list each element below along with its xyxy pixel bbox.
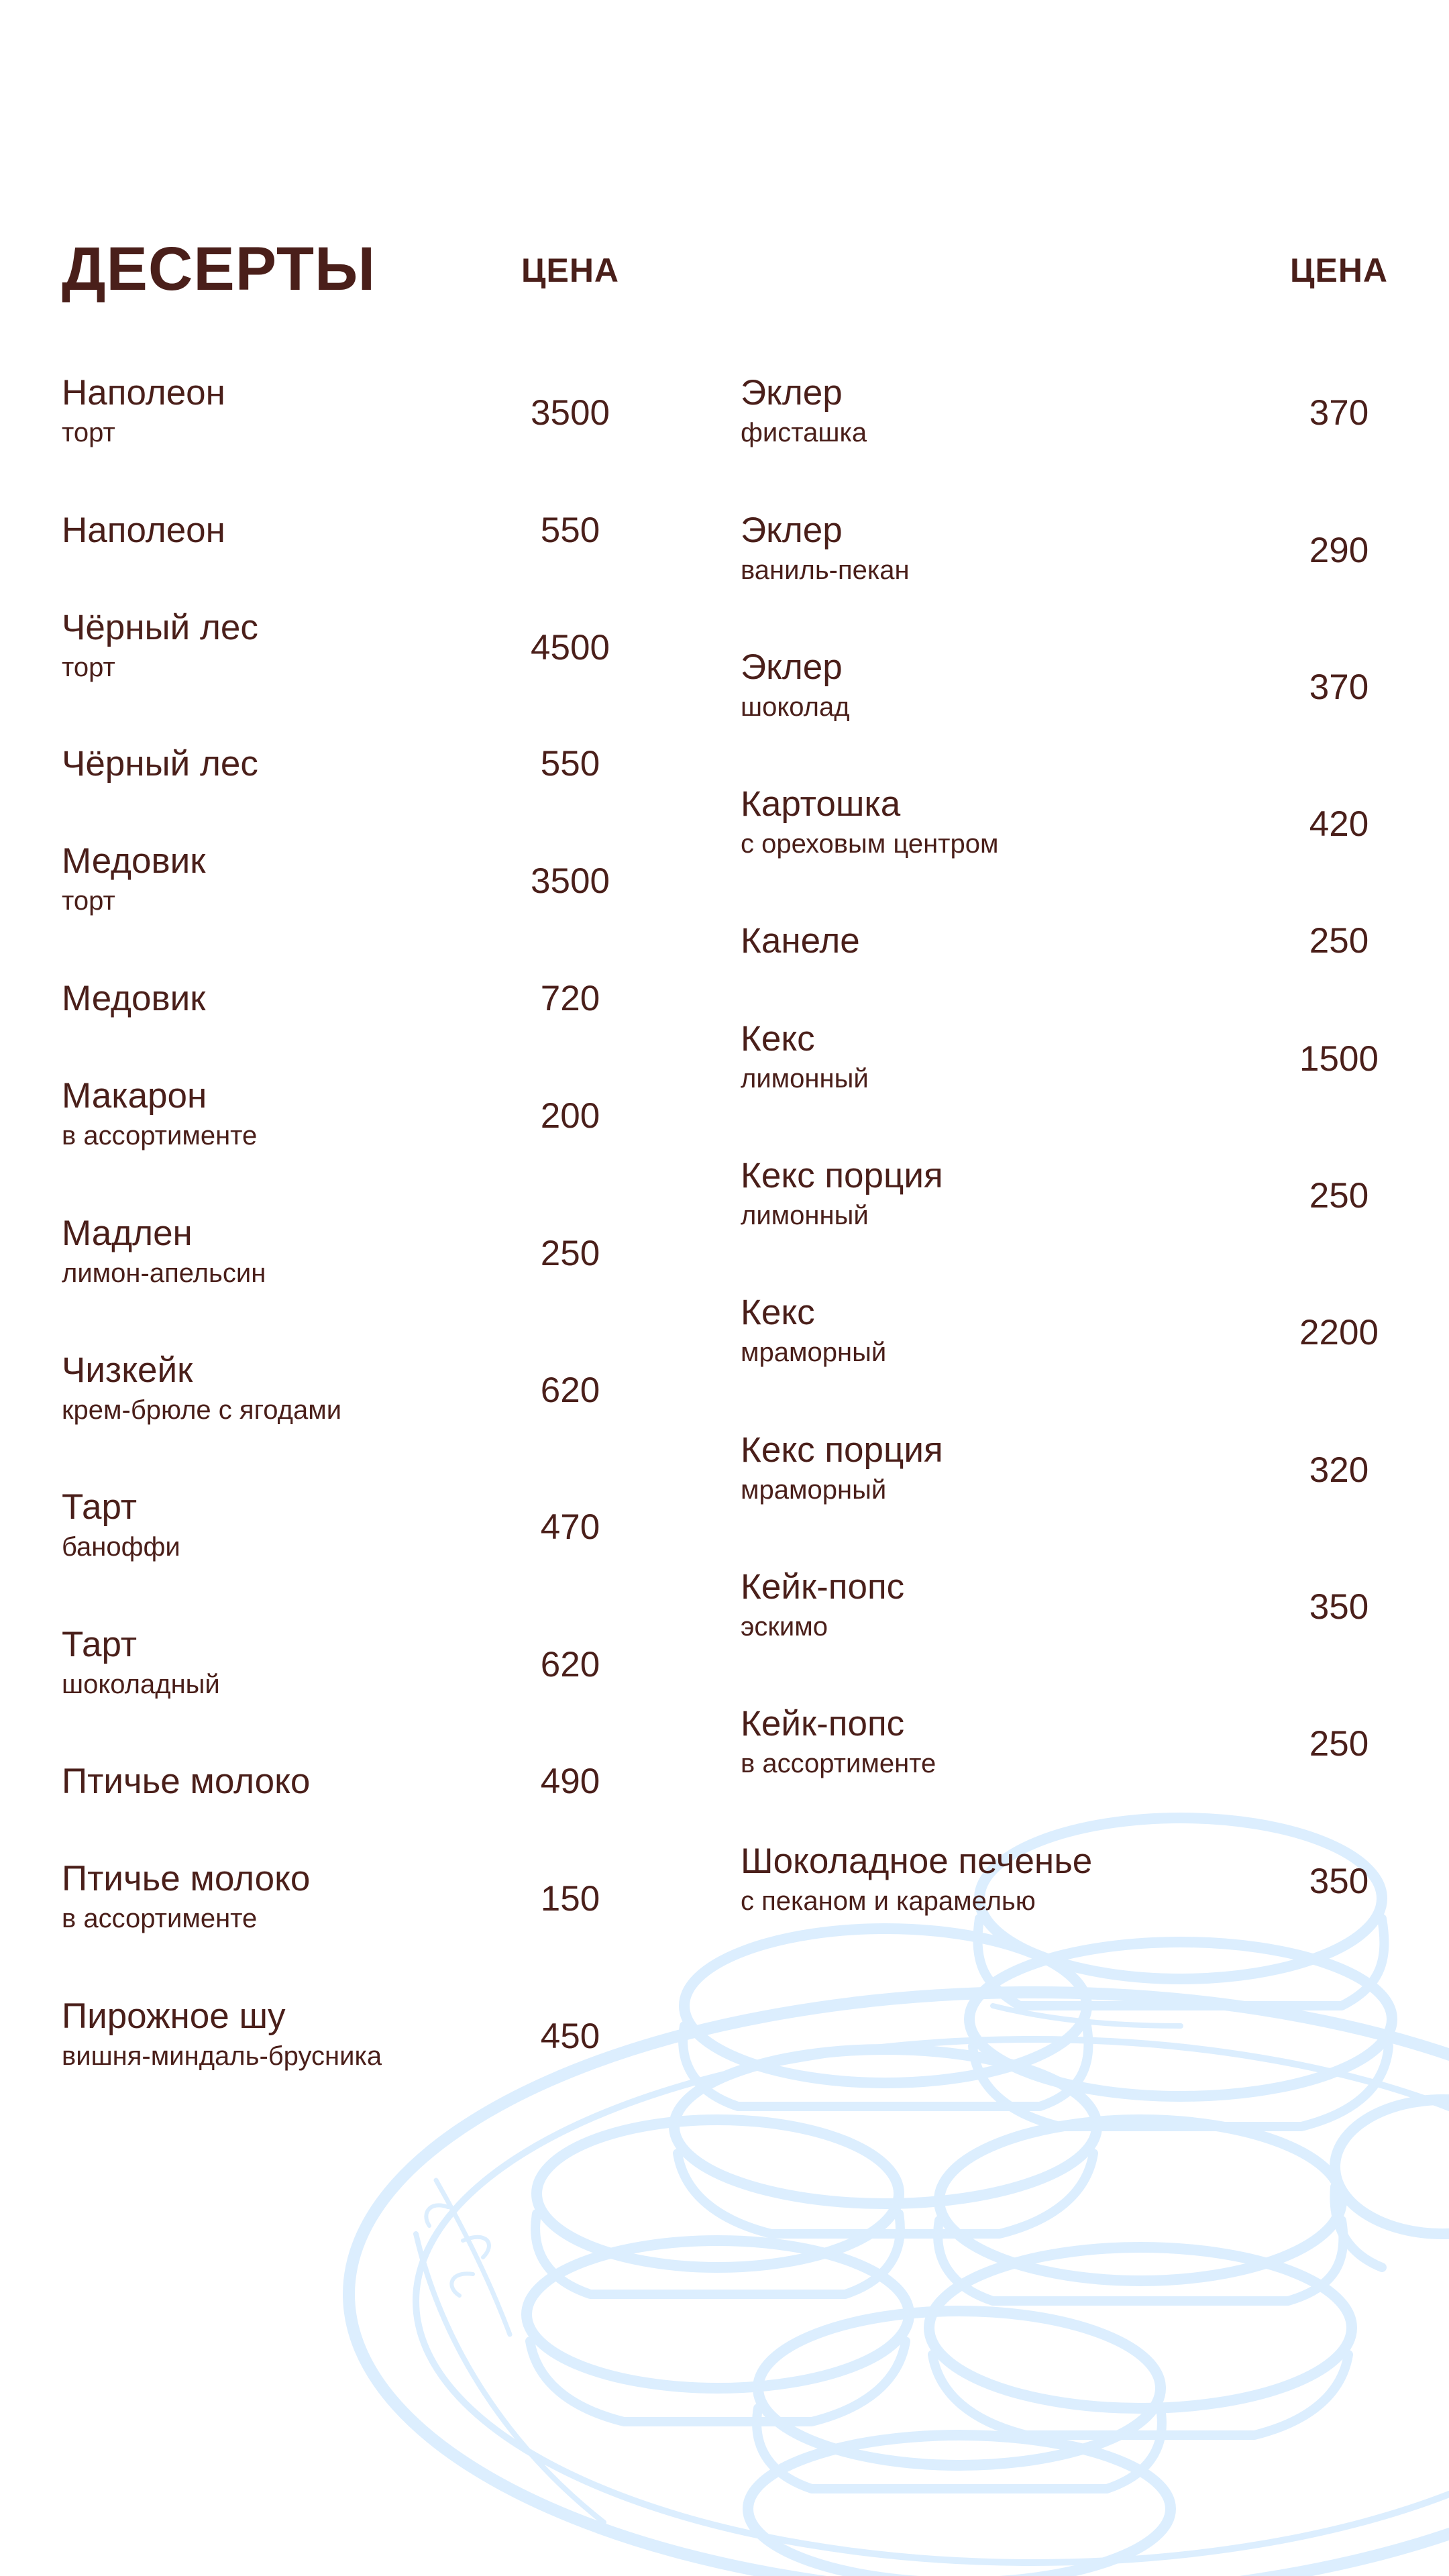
menu-item xyxy=(62,1624,625,1725)
item-name: Чизкейк xyxy=(62,1350,193,1390)
item-price: 200 xyxy=(540,1096,600,1136)
item-price: 250 xyxy=(1309,921,1369,961)
item-price: 420 xyxy=(1309,804,1369,844)
item-description: шоколад xyxy=(741,692,850,722)
item-name: Пирожное шу xyxy=(62,1996,286,2036)
item-name: Эклер xyxy=(741,647,843,687)
menu-title: ДЕСЕРТЫ xyxy=(62,235,376,303)
item-name: Кекс xyxy=(741,1019,815,1059)
menu-item xyxy=(741,784,1411,884)
menu-item xyxy=(62,1213,625,1313)
menu-item xyxy=(62,1761,625,1862)
item-price: 490 xyxy=(540,1762,600,1801)
menu-item xyxy=(741,1841,1411,1941)
item-price: 290 xyxy=(1309,531,1369,570)
item-name: Кейк-попс xyxy=(741,1704,905,1743)
item-price: 3500 xyxy=(531,861,610,901)
item-price: 2200 xyxy=(1299,1313,1379,1352)
item-price: 470 xyxy=(540,1507,600,1547)
item-description: мраморный xyxy=(741,1338,887,1367)
item-price: 550 xyxy=(540,511,600,550)
menu-item xyxy=(62,743,625,844)
item-name: Чёрный лес xyxy=(62,744,258,784)
menu-item xyxy=(741,1292,1411,1393)
item-description: мраморный xyxy=(741,1475,887,1505)
item-description: ваниль-пекан xyxy=(741,555,910,585)
item-price: 620 xyxy=(540,1645,600,1684)
menu-item xyxy=(62,1858,625,1959)
item-name: Медовик xyxy=(62,979,206,1018)
menu-item xyxy=(62,510,625,610)
item-description: торт xyxy=(62,418,115,447)
item-name: Мадлен xyxy=(62,1214,193,1253)
item-description: фисташка xyxy=(741,418,867,447)
item-name: Птичье молоко xyxy=(62,1859,311,1898)
item-name: Шоколадное печенье xyxy=(741,1841,1093,1881)
menu-item xyxy=(741,1566,1411,1667)
item-name: Птичье молоко xyxy=(62,1762,311,1801)
menu-item xyxy=(741,647,1411,747)
item-price: 250 xyxy=(540,1234,600,1273)
menu-item xyxy=(62,607,625,708)
item-description: вишня-миндаль-брусника xyxy=(62,2041,382,2071)
item-description: в ассортименте xyxy=(62,1121,258,1150)
item-price: 550 xyxy=(540,744,600,784)
item-description: с ореховым центром xyxy=(741,829,999,859)
item-name: Наполеон xyxy=(62,373,225,413)
menu-item xyxy=(62,1996,625,2096)
item-name: Эклер xyxy=(741,511,843,550)
item-price: 350 xyxy=(1309,1862,1369,1901)
item-description: баноффи xyxy=(62,1532,180,1562)
item-name: Тарт xyxy=(62,1625,138,1664)
item-price: 370 xyxy=(1309,393,1369,433)
item-description: крем-брюле с ягодами xyxy=(62,1395,342,1425)
menu-item xyxy=(741,1155,1411,1256)
price-column-header-right: ЦЕНА xyxy=(1289,252,1389,289)
item-name: Кейк-попс xyxy=(741,1567,905,1607)
item-name: Кекс порция xyxy=(741,1156,943,1195)
menu-item xyxy=(741,372,1411,473)
item-description: в ассортименте xyxy=(62,1904,258,1933)
item-price: 250 xyxy=(1309,1724,1369,1764)
item-price: 350 xyxy=(1309,1587,1369,1627)
item-price: 4500 xyxy=(531,628,610,667)
menu-item xyxy=(741,510,1411,610)
item-name: Чёрный лес xyxy=(62,608,258,647)
item-price: 720 xyxy=(540,979,600,1018)
item-description: торт xyxy=(62,653,115,682)
menu-item xyxy=(741,1018,1411,1119)
item-name: Картошка xyxy=(741,784,901,824)
item-description: шоколадный xyxy=(62,1670,220,1699)
item-name: Кекс порция xyxy=(741,1430,943,1470)
item-name: Канеле xyxy=(741,921,860,961)
item-description: эскимо xyxy=(741,1612,828,1642)
menu-item xyxy=(62,372,625,473)
menu-item xyxy=(741,1430,1411,1530)
item-description: лимон-апельсин xyxy=(62,1258,266,1288)
item-name: Макарон xyxy=(62,1076,207,1116)
item-price: 320 xyxy=(1309,1450,1369,1490)
item-price: 3500 xyxy=(531,393,610,433)
item-description: торт xyxy=(62,886,115,916)
menu-column-right xyxy=(741,0,1411,2576)
menu-item xyxy=(62,841,625,941)
menu-item xyxy=(62,1487,625,1587)
item-price: 370 xyxy=(1309,667,1369,707)
item-name: Наполеон xyxy=(62,511,225,550)
item-name: Эклер xyxy=(741,373,843,413)
item-description: в ассортименте xyxy=(741,1749,936,1778)
item-description: лимонный xyxy=(741,1201,869,1230)
item-name: Медовик xyxy=(62,841,206,881)
item-price: 250 xyxy=(1309,1176,1369,1216)
item-price: 450 xyxy=(540,2017,600,2056)
item-name: Тарт xyxy=(62,1487,138,1527)
item-price: 150 xyxy=(540,1879,600,1919)
menu-item xyxy=(741,1703,1411,1804)
item-price: 620 xyxy=(540,1371,600,1410)
item-name: Кекс xyxy=(741,1293,815,1332)
item-price: 1500 xyxy=(1299,1039,1379,1079)
price-column-header-left: ЦЕНА xyxy=(521,252,620,289)
item-description: с пеканом и карамелью xyxy=(741,1886,1036,1916)
menu-item xyxy=(62,1075,625,1176)
item-description: лимонный xyxy=(741,1064,869,1093)
menu-item xyxy=(62,1350,625,1450)
menu-column-left xyxy=(62,0,625,2576)
menu-item xyxy=(62,978,625,1079)
menu-item xyxy=(741,920,1411,1021)
